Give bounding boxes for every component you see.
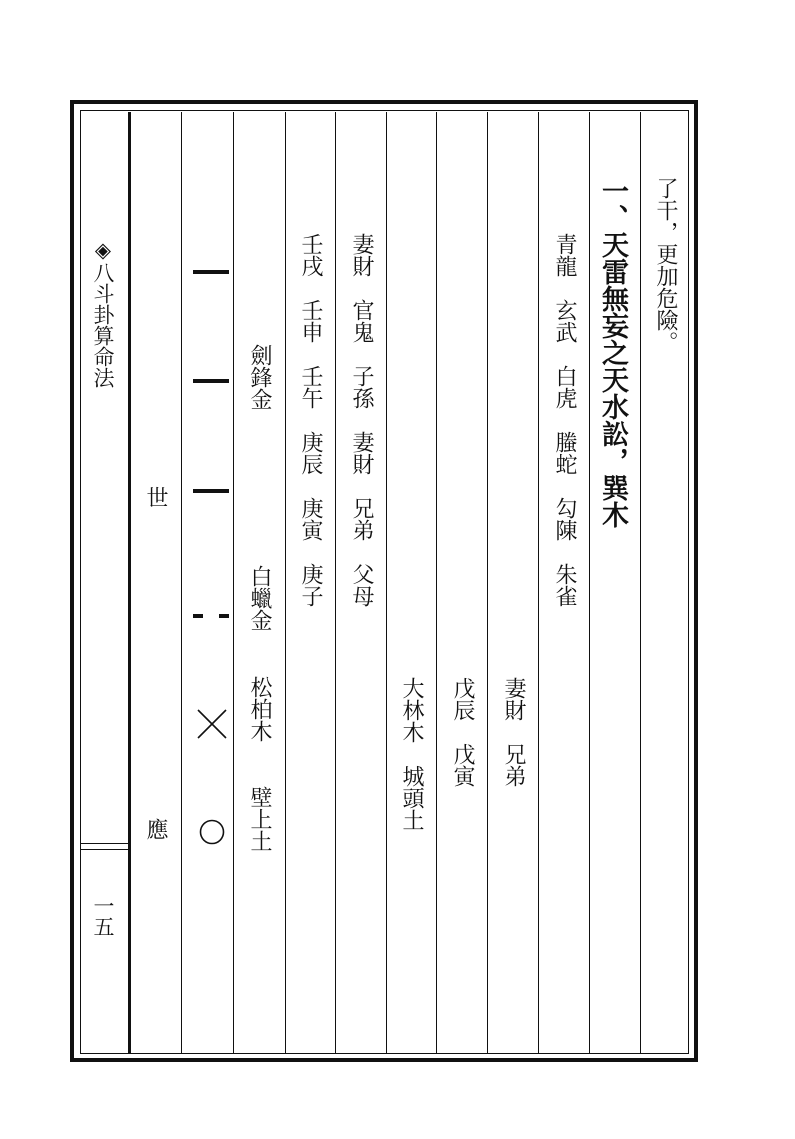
hidden-branches-column: 戊辰 戊寅 (450, 677, 475, 787)
column-rule (285, 112, 286, 1053)
hidden-relation-column: 妻財 兄弟 (501, 677, 526, 787)
column-rule (640, 112, 641, 1053)
margin-divider (80, 849, 129, 850)
changing-yin-cross-icon (196, 708, 228, 740)
column-rule (487, 112, 488, 1053)
column-rule (335, 112, 336, 1053)
nayin-lower: 白蠟金 (247, 565, 272, 631)
column-rule (233, 112, 234, 1053)
yang-line (193, 476, 229, 506)
nayin-lower: 松柏木 (247, 676, 272, 742)
six-spirits-column: 青龍 玄武 白虎 螣蛇 勾陳 朱雀 (552, 233, 577, 607)
margin-rule (128, 112, 131, 1053)
column-rule (589, 112, 590, 1053)
column-rule (386, 112, 387, 1053)
side-title: ◈八斗卦算命法 (91, 238, 115, 388)
intro-text: 了干，更加危險。 (653, 177, 678, 353)
branches-column: 壬戌 壬申 壬午 庚辰 庚寅 庚子 (298, 233, 323, 607)
ying-marker: 應 (143, 818, 168, 840)
relations-column: 妻財 官鬼 子孫 妻財 兄弟 父母 (349, 233, 374, 607)
section-heading: 一、天雷無妄之天水訟，巽木 (597, 177, 628, 528)
shi-marker: 世 (143, 486, 168, 508)
yang-line (193, 366, 229, 396)
yin-line (193, 601, 229, 631)
column-rule (538, 112, 539, 1053)
changing-yang-circle-icon (198, 818, 226, 846)
column-rule (436, 112, 437, 1053)
page-number: 一五 (91, 895, 115, 937)
column-rule (181, 112, 182, 1053)
nayin-upper: 劍鋒金 (247, 344, 272, 410)
nayin-lower: 壁上土 (247, 786, 272, 852)
yang-line (193, 257, 229, 287)
hidden-nayin-column: 大林木 城頭土 (399, 677, 424, 831)
margin-divider (80, 843, 129, 844)
